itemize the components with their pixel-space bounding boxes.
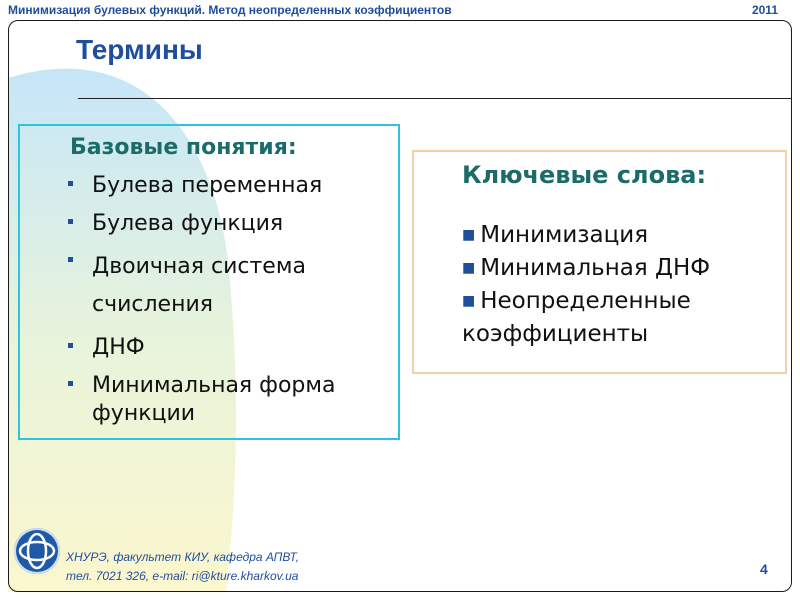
keyword-label: Минимизация [480, 222, 649, 248]
keyword-label: Минимальная ДНФ [480, 255, 711, 281]
list-item [66, 330, 386, 368]
basic-concepts-box [18, 124, 400, 440]
footer-contacts [66, 548, 299, 586]
header-year: 2011 [751, 3, 778, 17]
square-bullet-icon [68, 257, 73, 262]
keywords-box [412, 150, 787, 374]
basic-concepts-list [66, 168, 386, 434]
list-item-label: Минимальная форма функции [92, 373, 336, 426]
list-item-label: Булева переменная [92, 173, 323, 198]
university-logo-icon [14, 528, 60, 574]
keyword-item [462, 220, 771, 253]
square-bullet-icon [68, 343, 73, 348]
square-bullet-icon [68, 181, 73, 186]
keyword-label: Неопределенные коэффициенты [462, 288, 691, 347]
list-item [66, 368, 386, 434]
list-item-label: ДНФ [92, 335, 145, 360]
keyword-item [462, 253, 771, 286]
logo-mark-icon [14, 528, 60, 574]
square-bullet-icon: ■ [462, 293, 476, 309]
slide-title: Термины [76, 34, 203, 65]
keywords-title: Ключевые слова: [462, 161, 707, 189]
title-divider [78, 98, 792, 99]
square-bullet-icon: ■ [462, 260, 476, 276]
header-title: Минимизация булевых функций. Метод неопределенных коэффициентов [8, 3, 452, 17]
footer-line-2: тел. 7021 326, e-mail: ri@kture.kharkov.ua [66, 569, 299, 583]
page-number: 4 [760, 561, 768, 577]
square-bullet-icon [68, 219, 73, 224]
list-item [66, 244, 386, 330]
list-item [66, 168, 386, 206]
square-bullet-icon [68, 381, 73, 386]
list-item [66, 206, 386, 244]
list-item-label: Булева функция [92, 211, 284, 236]
basic-concepts-title: Базовые понятия: [70, 135, 297, 160]
list-item-label: Двоичная система счисления [92, 254, 306, 317]
footer-line-1: ХНУРЭ, факультет КИУ, кафедра АПВТ, [66, 550, 300, 564]
square-bullet-icon: ■ [462, 227, 476, 243]
keyword-item [462, 286, 771, 349]
